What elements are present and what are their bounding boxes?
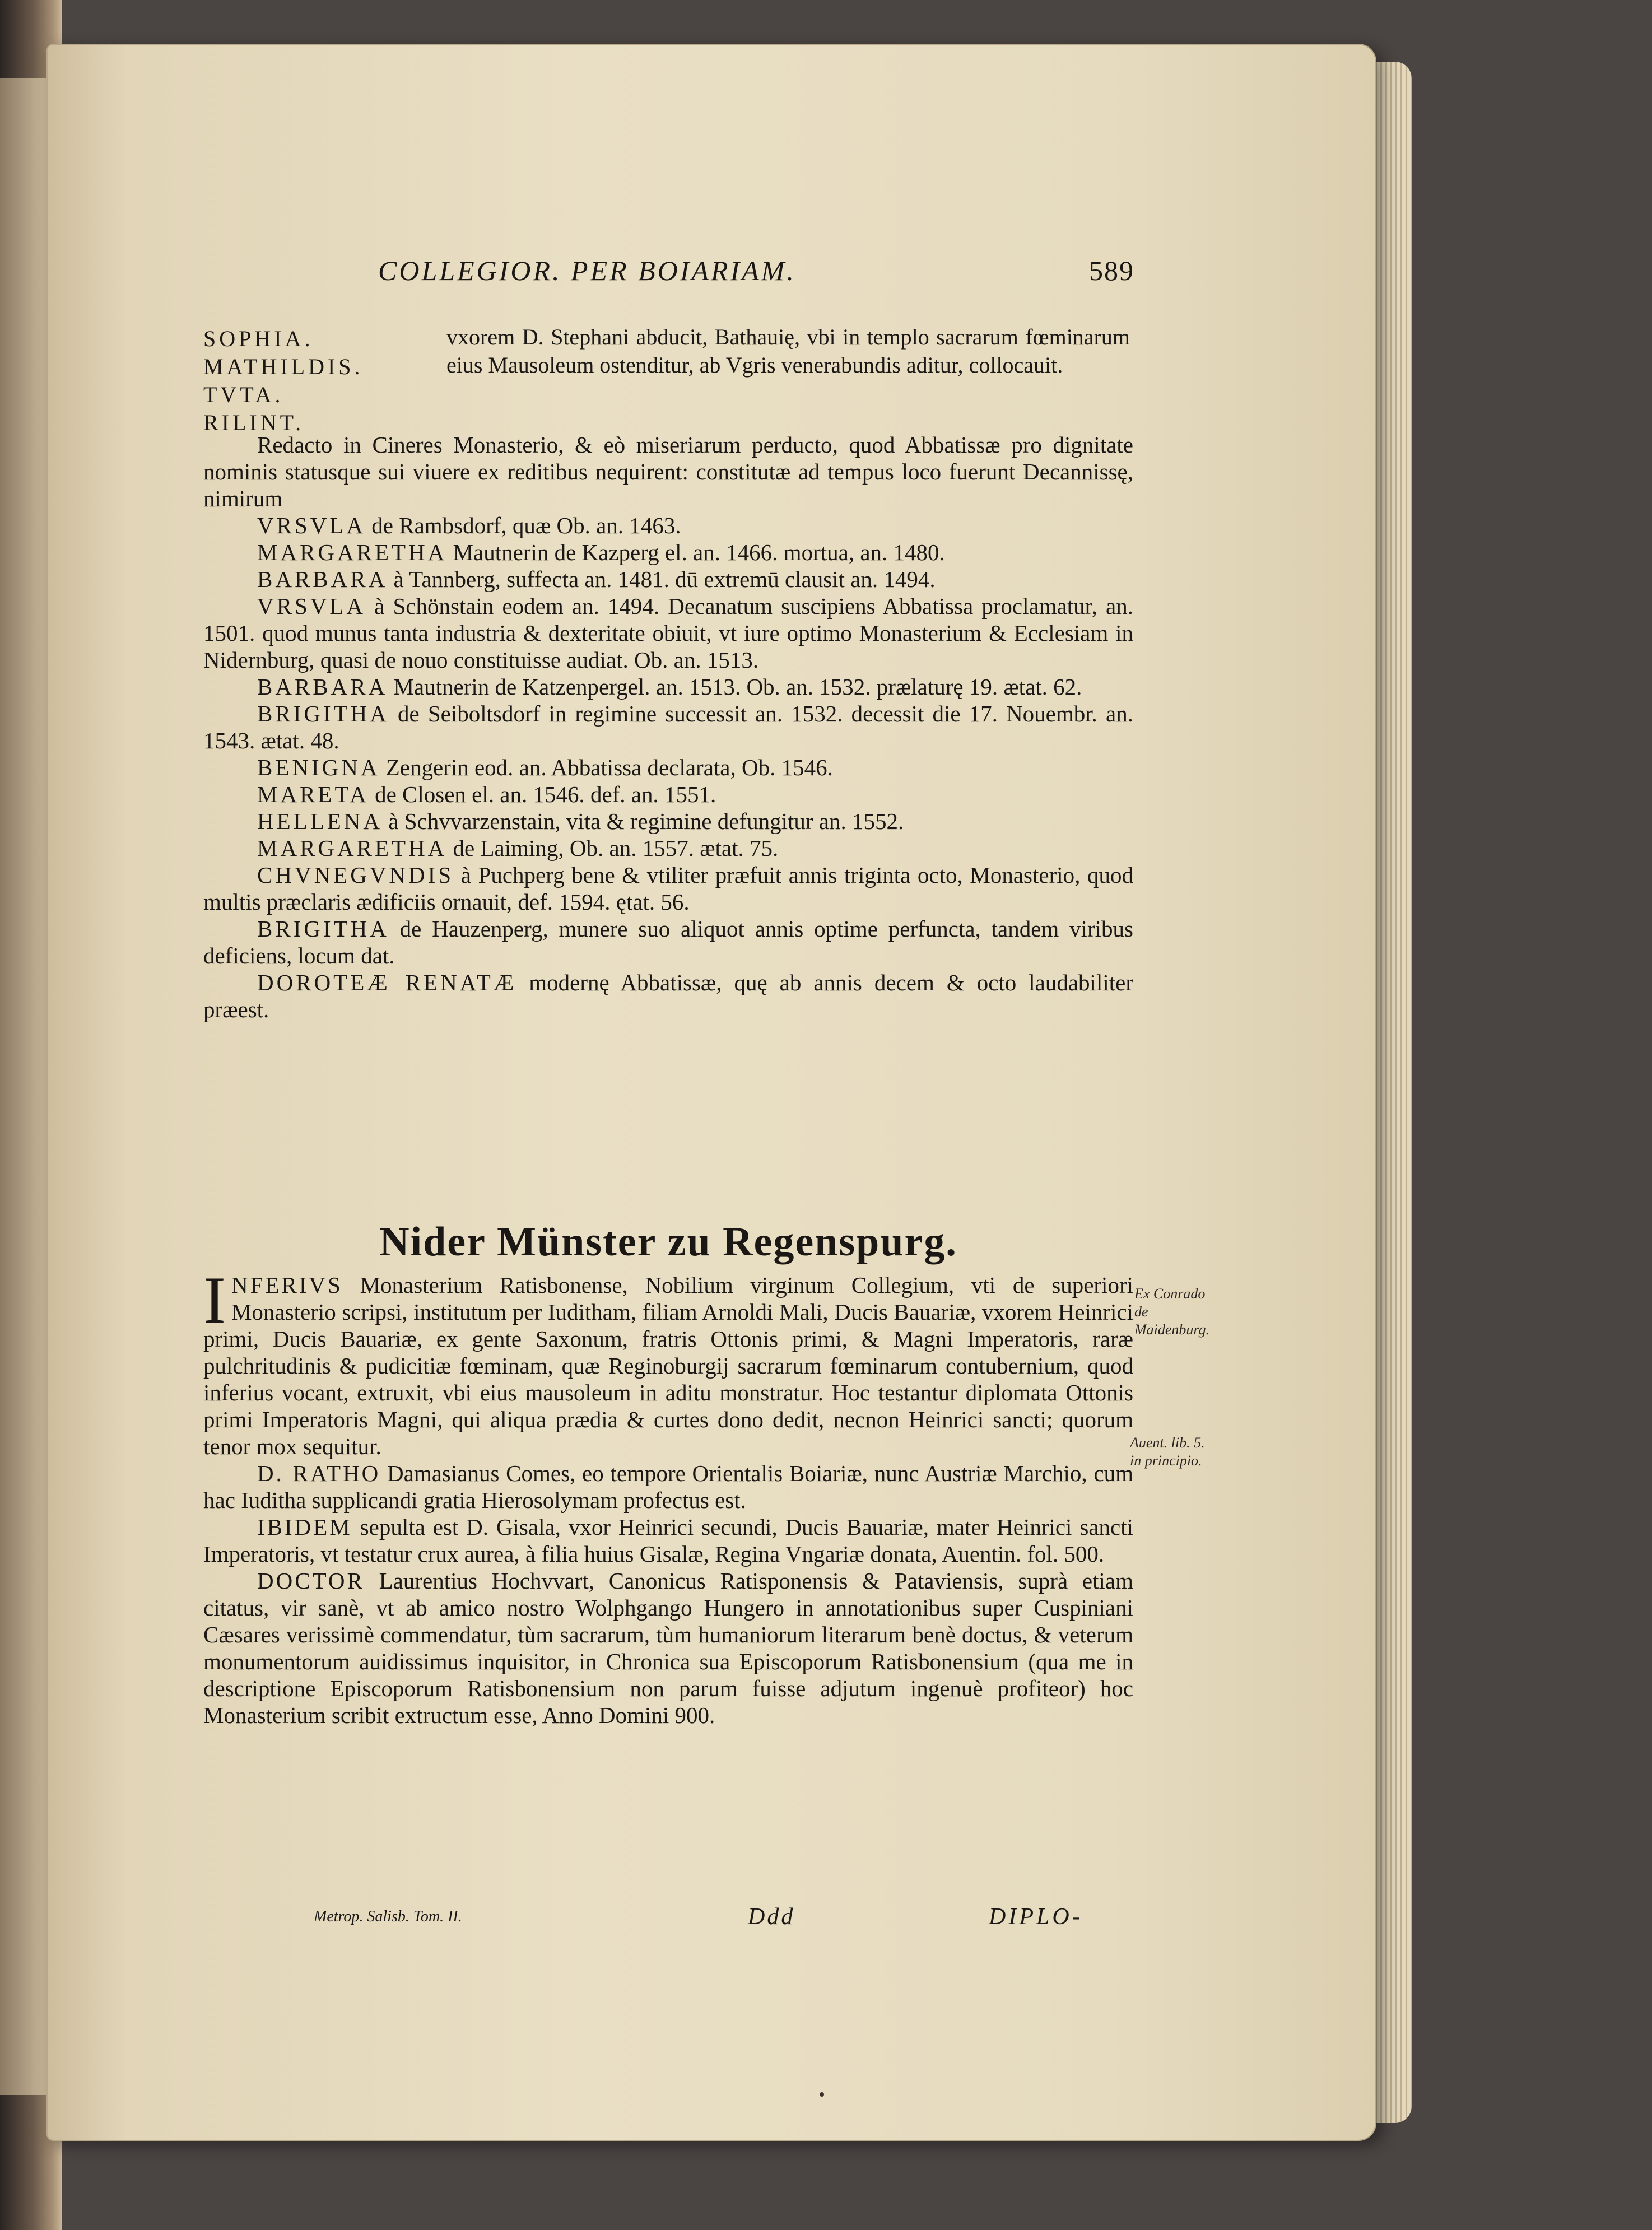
abbess-name: HELLENA (257, 808, 383, 834)
abbess-name: MARGARETHA (257, 835, 448, 861)
abbess-text: à Tannberg, suffecta an. 1481. dū extremū clausit an. 1494. (388, 566, 936, 592)
abbess-name: BARBARA (257, 674, 388, 700)
abbess-text: Zengerin eod. an. Abbatissa declarata, Ob. 1546. (380, 755, 833, 780)
margin-note: Auent. lib. 5. in principio. (1130, 1435, 1205, 1469)
abbess-entry (203, 835, 1133, 862)
abbess-text: à Schvvarzenstain, vita & regimine defungitur an. 1552. (383, 808, 904, 834)
name-entry: MATHILDIS. (203, 354, 364, 379)
footer-signature: Ddd (748, 1904, 795, 1930)
lead-word: NFERIVS (231, 1272, 343, 1298)
abbess-text: Mautnerin de Kazperg el. an. 1466. mortua, an. 1480. (447, 539, 945, 565)
paragraph (203, 1263, 1133, 1460)
section-body (203, 1263, 1133, 1729)
abbess-name: MARGARETHA (257, 539, 448, 565)
abbess-entry (203, 808, 1133, 835)
abbess-entry (203, 781, 1133, 808)
section-heading: Nider Münster zu Regenspurg. (379, 1219, 957, 1265)
abbess-entry (203, 915, 1133, 969)
paragraph (203, 1514, 1133, 1567)
abbess-name: BRIGITHA (257, 701, 389, 727)
facing-page-edge (0, 78, 52, 2095)
book-page (48, 45, 1375, 2140)
page-number: 589 (1089, 255, 1134, 286)
abbess-name: CHVNEGVNDIS (257, 862, 454, 888)
abbess-name: BENIGNA (257, 755, 380, 780)
abbess-text: modernę Abbatissæ, quę ab annis decem & octo laudabiliter præest. (203, 970, 1133, 1022)
abbess-entry (203, 539, 1133, 566)
name-entry: SOPHIA. (203, 326, 314, 351)
names-list (203, 325, 427, 437)
lead-word: DOCTOR (257, 1568, 365, 1594)
abbess-entry (203, 969, 1133, 1023)
name-entry: RILINT. (203, 410, 305, 435)
running-head: COLLEGIOR. PER BOIARIAM. (378, 255, 796, 286)
abbess-text: à Schönstain eodem an. 1494. Decanatum suscipiens Abbatissa proclamatur, an. 1501. quod munus tanta industria & dexteritate obiuit, vt iure optimo Monasterium & Ecclesiam in Nidernburg, quasi de nouo constituisse audiat. Ob. an. 1513. (203, 593, 1133, 673)
abbess-text: de Seiboltsdorf in regimine successit an. 1532. decessit die 17. Nouembr. an. 1543. ætat. 48. (203, 701, 1133, 753)
ink-speck (820, 2092, 824, 2097)
abbess-name: BARBARA (257, 566, 388, 592)
paragraph (203, 1567, 1133, 1729)
lead-word: D. RATHO (257, 1460, 381, 1486)
abbess-text: de Rambsdorf, quæ Ob. an. 1463. (366, 513, 681, 538)
abbess-entry (203, 593, 1133, 673)
abbess-text: de Closen el. an. 1546. def. an. 1551. (369, 781, 716, 807)
abbess-name: VRSVLA (257, 593, 366, 619)
abbess-entry (203, 566, 1133, 593)
lead-word: IBIDEM (257, 1514, 352, 1540)
intro-text: vxorem D. Stephani abducit, Bathauię, vbi in templo sacrarum fœminarum eius Mausoleum ostenditur, ab Vgris venerabundis aditur, collocauit. (446, 324, 1130, 378)
page-header (378, 254, 1134, 294)
abbess-text: à Puchperg bene & vtiliter præfuit annis triginta octo, Monasterio, quod multis præclaris ædificiis ornauit, def. 1594. ętat. 56. (203, 862, 1133, 915)
abbess-text: de Laiming, Ob. an. 1557. ætat. 75. (447, 835, 779, 861)
abbess-entry (203, 512, 1133, 539)
paragraph-text: Damasianus Comes, eo tempore Orientalis Boiariæ, nunc Austriæ Marchio, cum hac Iuditha supplicandi gratia Hierosolymam profectus est. (203, 1460, 1133, 1513)
abbess-name: VRSVLA (257, 513, 366, 538)
paragraph (203, 1460, 1133, 1514)
drop-cap: I (203, 1263, 226, 1337)
abbess-name: MARETA (257, 781, 369, 807)
paragraph-text: sepulta est D. Gisala, vxor Heinrici secundi, Ducis Bauariæ, mater Heinrici sancti Imperatoris, vt testatur crux aurea, à filia huius Gisalæ, Regina Vngariæ donata, Auentin. fol. 500. (203, 1514, 1133, 1567)
name-entry: TVTA. (203, 382, 284, 407)
paragraph-text: Laurentius Hochvvart, Canonicus Ratisponensis & Pataviensis, suprà etiam citatus, vir sanè, vt ab amico nostro Wolphgango Hungero in annotationibus super Cuspiniani Cæsares verissimè commendatur, tùm sacrarum, tùm humaniorum literarum benè doctus, & veterum monumentorum auidissimus inquisitor, in Chronica sua Episcoporum Ratisbonensium (qua me in descriptione Episcoporum Ratisbonensium non parum fuisse adjutum ingenuè profiteor) hoc Monasterium scribit extructum esse, Anno Domini 900. (203, 1568, 1133, 1728)
footer-signature-line: Metrop. Salisb. Tom. II. (314, 1908, 462, 1925)
footer-catchword: DIPLO- (989, 1904, 1083, 1930)
abbess-text: Mautnerin de Katzenpergel. an. 1513. Ob. an. 1532. prælaturę 19. ætat. 62. (388, 674, 1082, 700)
abbess-entry (203, 754, 1133, 781)
paragraph-text: Monasterium Ratisbonense, Nobilium virginum Collegium, vti de superiori Monasterio scripsi, institutum per Iuditham, filiam Arnoldi Mali, Ducis Bauariæ, vxorem Heinrici primi, Ducis Bauariæ, ex gente Saxonum, fratris Ottonis primi, & Magni Imperatoris, raræ pulchritudinis & pudicitiæ fœminam, quæ Reginoburgij sacrarum fœminarum contubernium, quod inferius vocant, extruxit, vbi eius mausoleum in aditu monstratur. Hoc testantur diplomata Ottonis primi Imperatoris Magni, qui aliqua prædia & curtes dono dedit, necnon Heinrici sancti; quorum tenor mox sequitur. (203, 1272, 1133, 1459)
abbess-text: de Hauzenperg, munere suo aliquot annis optime perfuncta, tandem viribus deficiens, locum dat. (203, 916, 1133, 969)
abbess-name: BRIGITHA (257, 916, 389, 942)
abbess-entry (203, 673, 1133, 700)
margin-note: Ex Conrado de Maidenburg. (1134, 1286, 1210, 1338)
paragraph: Redacto in Cineres Monasterio, & eò miseriarum perducto, quod Abbatissæ pro dignitate nominis statusque sui viuere ex reditibus nequirent: constitutæ ad tempus loco fuerunt Decannissę, nimirum (203, 432, 1133, 511)
abbess-name: DOROTEÆ RENATÆ (257, 970, 517, 995)
abbess-list-body (203, 431, 1133, 1023)
abbess-entry (203, 862, 1133, 915)
abbess-entry (203, 700, 1133, 754)
